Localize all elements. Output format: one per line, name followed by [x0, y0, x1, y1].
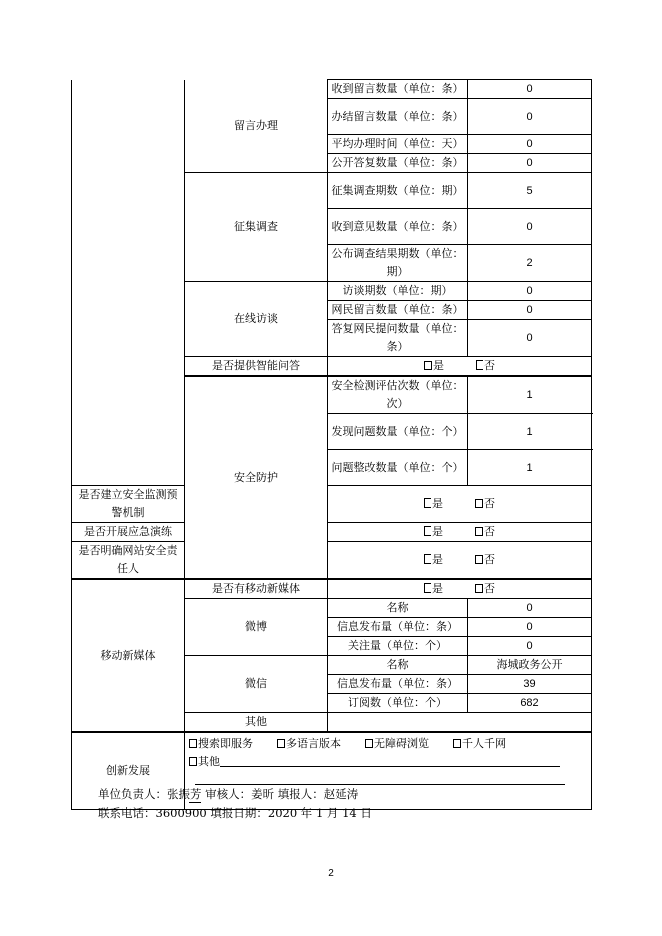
option-accessible[interactable]: 无障碍浏览 [365, 735, 429, 753]
checkbox-icon[interactable] [189, 757, 197, 766]
checkbox-icon[interactable] [475, 584, 483, 593]
checkbox-icon[interactable] [424, 583, 431, 593]
opinions-value: 0 [468, 209, 592, 245]
avg-time-label: 平均办理时间（单位：天） [328, 135, 468, 154]
netizen-reply-value: 0 [468, 320, 592, 357]
wechat-posts-value: 39 [468, 675, 592, 694]
wechat-posts-label: 信息发布量（单位：条） [328, 675, 468, 694]
media-other-label: 其他 [185, 713, 328, 733]
results-value: 2 [468, 245, 592, 282]
other-fill-line-2[interactable] [195, 772, 565, 785]
security-tests-label: 安全检测评估次数（单位：次） [328, 376, 468, 414]
netizen-msg-label: 网民留言数量（单位：条） [328, 301, 468, 320]
checkbox-icon[interactable] [424, 554, 431, 564]
responsible-options: 是 否 [328, 542, 592, 580]
option-other-label: 其他 [198, 755, 220, 768]
drill-label: 是否开展应急演练 [72, 523, 185, 542]
checkbox-icon[interactable] [365, 739, 373, 748]
problems-fixed-label: 问题整改数量（单位：个） [328, 450, 468, 486]
weibo-name-label: 名称 [328, 599, 468, 618]
interview-periods-label: 访谈期数（单位：期） [328, 282, 468, 301]
checkbox-icon[interactable] [424, 526, 431, 536]
weibo-followers-label: 关注量（单位：个） [328, 637, 468, 656]
wechat-subs-label: 订阅数（单位：个） [328, 694, 468, 713]
checkbox-icon[interactable] [277, 739, 285, 748]
survey-periods-label: 征集调查期数（单位：期） [328, 173, 468, 209]
checkbox-icon[interactable] [475, 499, 483, 508]
problems-found-label: 发现问题数量（单位：个） [328, 414, 468, 450]
has-media-options: 是 否 [328, 579, 592, 599]
problems-fixed-value: 1 [468, 450, 592, 486]
msg-handling-label: 留言办理 [185, 80, 328, 173]
checkbox-icon[interactable] [476, 360, 483, 370]
checkbox-icon[interactable] [475, 555, 483, 564]
interview-label: 在线访谈 [185, 282, 328, 357]
weibo-label: 微博 [185, 599, 328, 656]
checkbox-icon[interactable] [475, 527, 483, 536]
footer-contact: 联系电话：3600900 填报日期：2020 年 1 月 14 日 [98, 806, 372, 820]
msg-received-value: 0 [468, 80, 592, 99]
avg-time-value: 0 [468, 135, 592, 154]
security-label: 安全防护 [185, 376, 328, 579]
weibo-name-value: 0 [468, 599, 592, 618]
drill-options: 是 否 [328, 523, 592, 542]
results-label: 公布调查结果期数（单位：期） [328, 245, 468, 282]
mobile-media-label: 移动新媒体 [72, 579, 185, 732]
msg-closed-value: 0 [468, 99, 592, 135]
weibo-followers-value: 0 [468, 637, 592, 656]
option-personalized[interactable]: 千人千网 [453, 735, 506, 753]
checkbox-icon[interactable] [424, 498, 431, 508]
msg-closed-label: 办结留言数量（单位：条） [328, 99, 468, 135]
public-reply-label: 公开答复数量（单位：条） [328, 154, 468, 173]
wechat-subs-value: 682 [468, 694, 592, 713]
netizen-msg-value: 0 [468, 301, 592, 320]
security-tests-value: 1 [468, 376, 592, 414]
problems-found-value: 1 [468, 414, 592, 450]
media-other-value [328, 713, 592, 733]
stats-table [71, 79, 592, 810]
innovation-label: 创新发展 [72, 732, 185, 810]
option-multilingual[interactable]: 多语言版本 [277, 735, 341, 753]
responsible-label: 是否明确网站安全责任人 [72, 542, 185, 580]
footer-signatures: 单位负责人：张振芳 审核人：姜昕 填报人：赵延涛 [98, 787, 359, 801]
weibo-posts-value: 0 [468, 618, 592, 637]
wechat-name-label: 名称 [328, 656, 468, 675]
msg-received-label: 收到留言数量（单位：条） [328, 80, 468, 99]
smart-qa-label: 是否提供智能问答 [185, 357, 328, 377]
interaction-group-cell [72, 80, 185, 486]
checkbox-icon[interactable] [424, 361, 432, 370]
survey-periods-value: 5 [468, 173, 592, 209]
monitoring-label: 是否建立安全监测预警机制 [72, 486, 185, 523]
page-number: 2 [328, 868, 334, 879]
smart-qa-options: 是 否 [328, 357, 592, 377]
has-media-label: 是否有移动新媒体 [185, 579, 328, 599]
wechat-name-value: 海城政务公开 [468, 656, 592, 675]
checkbox-icon[interactable] [453, 739, 461, 748]
weibo-posts-label: 信息发布量（单位：条） [328, 618, 468, 637]
survey-label: 征集调查 [185, 173, 328, 282]
interview-periods-value: 0 [468, 282, 592, 301]
other-fill-line[interactable] [220, 754, 560, 767]
public-reply-value: 0 [468, 154, 592, 173]
opinions-label: 收到意见数量（单位：条） [328, 209, 468, 245]
checkbox-icon[interactable] [189, 739, 197, 748]
netizen-reply-label: 答复网民提问数量（单位：条） [328, 320, 468, 357]
option-search-service[interactable]: 搜索即服务 [189, 735, 253, 753]
monitoring-options: 是 否 [328, 486, 592, 523]
wechat-label: 微信 [185, 656, 328, 713]
